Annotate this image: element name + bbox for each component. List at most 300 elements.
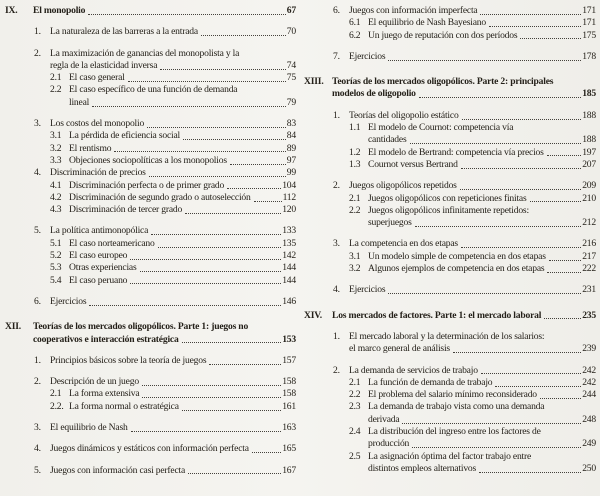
entry-number: 6.1	[349, 17, 361, 29]
page-number: 144	[282, 274, 296, 286]
entry-line	[349, 110, 596, 122]
dot-leader-icon	[160, 69, 286, 70]
dot-leader-icon	[544, 318, 581, 319]
dot-leader-icon	[412, 447, 581, 448]
page-number: 70	[286, 26, 296, 38]
toc-entry	[304, 451, 596, 476]
entry-body	[349, 284, 596, 296]
dot-leader-icon	[130, 283, 281, 284]
entry-line	[368, 263, 596, 275]
entry-body	[368, 159, 596, 171]
entry-body	[368, 389, 596, 401]
entry-line	[69, 155, 296, 167]
entry-number: 2.5	[349, 450, 361, 462]
entry-title: Ejercicios	[50, 295, 87, 307]
entry-body	[368, 17, 596, 29]
dot-leader-icon	[182, 410, 281, 411]
entry-body	[349, 51, 596, 63]
dot-leader-icon	[185, 213, 281, 214]
entry-body	[50, 422, 296, 434]
entry-number: 3.1	[50, 130, 62, 142]
dot-leader-icon	[547, 155, 582, 156]
entry-line	[50, 118, 296, 130]
dot-leader-icon	[158, 247, 282, 248]
toc-entry	[5, 250, 296, 262]
entry-number: 5.1	[50, 237, 62, 249]
toc-entry	[5, 48, 296, 73]
dot-leader-icon	[182, 342, 282, 343]
entry-line	[349, 5, 596, 17]
entry-number: 4.1	[50, 179, 62, 191]
entry-body	[69, 238, 296, 250]
toc-entry	[304, 147, 596, 159]
page-number: 135	[282, 237, 296, 249]
entry-body	[368, 193, 596, 205]
toc-entry	[5, 275, 296, 287]
entry-body	[69, 180, 296, 192]
entry-title: Cournot versus Bertrand	[368, 158, 458, 170]
entry-line	[332, 88, 596, 100]
toc-column-right	[304, 5, 596, 475]
entry-body	[50, 376, 296, 388]
entry-body	[69, 192, 296, 204]
entry-number: 2.1	[50, 72, 62, 84]
entry-title: El equilibrio de Nash	[50, 422, 128, 434]
page-number: 178	[582, 50, 596, 62]
entry-line	[368, 414, 596, 426]
page-number: 74	[286, 59, 296, 71]
entry-body	[349, 238, 596, 250]
entry-line	[50, 167, 296, 179]
dot-leader-icon	[453, 352, 581, 353]
dot-leader-icon	[130, 259, 281, 260]
toc-entry	[304, 401, 596, 426]
entry-title: Otras experiencias	[69, 262, 137, 274]
entry-line	[368, 438, 596, 450]
toc-entry	[5, 465, 296, 477]
entry-line	[349, 238, 596, 250]
entry-title: La forma extensiva	[69, 388, 140, 400]
entry-line	[368, 205, 596, 217]
entry-number: 3.2	[349, 263, 361, 275]
toc-entry	[304, 159, 596, 171]
entry-title: Teorías de los mercados oligopólicos. Parte 1: juegos no	[33, 321, 249, 333]
entry-body	[368, 147, 596, 159]
dot-leader-icon	[140, 271, 282, 272]
entry-body	[50, 465, 296, 477]
entry-body	[50, 118, 296, 130]
entry-title: La función de demanda de trabajo	[368, 376, 493, 388]
entry-body	[50, 296, 296, 308]
dot-leader-icon	[460, 189, 581, 190]
entry-line	[368, 463, 596, 475]
entry-number: 2.4	[349, 426, 361, 438]
entry-number: 2.1	[349, 192, 361, 204]
entry-title: El monopolio	[33, 5, 86, 16]
entry-title: El equilibrio de Nash Bayesiano	[368, 17, 486, 29]
entry-number: XII.	[5, 321, 21, 333]
entry-title: La distribución del ingreso entre los factores de	[368, 426, 541, 438]
entry-body	[69, 72, 296, 84]
dot-leader-icon	[131, 431, 282, 432]
toc-entry	[304, 263, 596, 275]
entry-number: 3.2	[50, 142, 62, 154]
dot-leader-icon	[201, 35, 286, 36]
dot-leader-icon	[89, 305, 281, 306]
entry-line	[69, 130, 296, 142]
toc-entry	[5, 84, 296, 109]
page-number: 153	[282, 333, 296, 345]
dot-leader-icon	[227, 188, 281, 189]
entry-line	[349, 343, 596, 355]
page-number: 217	[582, 250, 596, 262]
toc-entry	[5, 167, 296, 179]
entry-line	[368, 134, 596, 146]
page-number: 171	[582, 17, 596, 29]
entry-title: Discriminación de segundo grado o autoselección	[69, 191, 251, 203]
toc-entry	[304, 377, 596, 389]
toc-entry	[304, 426, 596, 451]
page-number: 112	[282, 191, 296, 203]
toc-entry	[304, 238, 596, 250]
entry-title: Juegos oligopólicos con repeticiones finitas	[368, 192, 527, 204]
toc-entry	[5, 262, 296, 274]
dot-leader-icon	[520, 38, 581, 39]
page-number: 142	[282, 250, 296, 262]
entry-line	[33, 5, 296, 17]
dot-leader-icon	[419, 97, 581, 98]
toc-entry	[304, 5, 596, 17]
entry-body	[368, 451, 596, 476]
toc-entry	[304, 284, 596, 296]
entry-line	[368, 251, 596, 263]
entry-body	[33, 321, 296, 346]
entry-title: cantidades	[368, 134, 407, 146]
entry-number: 3.3	[50, 154, 62, 166]
entry-body	[69, 155, 296, 167]
toc-entry	[5, 296, 296, 308]
entry-line	[69, 84, 296, 96]
page-number: 84	[286, 130, 296, 142]
dot-leader-icon	[549, 260, 581, 261]
page-number: 146	[282, 295, 296, 307]
toc-entry	[5, 321, 296, 346]
entry-title: Juegos con información casi perfecta	[50, 464, 186, 476]
entry-body	[69, 262, 296, 274]
entry-line	[368, 426, 596, 438]
entry-body	[69, 143, 296, 155]
entry-number: 4.2	[50, 191, 62, 203]
entry-number: 5.	[34, 225, 41, 237]
entry-number: 6.	[34, 295, 41, 307]
entry-number: 1.	[333, 330, 340, 342]
page-number: 89	[286, 142, 296, 154]
entry-body	[349, 365, 596, 377]
page-number: 99	[286, 167, 296, 179]
entry-line	[50, 225, 296, 237]
entry-number: 2.	[333, 364, 340, 376]
entry-number: 5.	[34, 464, 41, 476]
toc-entry	[5, 238, 296, 250]
toc-entry	[304, 193, 596, 205]
entry-line	[69, 388, 296, 400]
entry-number: 4.	[34, 443, 41, 455]
entry-number: XIV.	[304, 309, 322, 321]
toc-entry	[5, 192, 296, 204]
entry-body	[368, 205, 596, 230]
entry-title: El caso general	[69, 72, 125, 84]
entry-title: Teorías de los mercados oligopólicos. Parte 2: principales	[332, 76, 554, 88]
entry-line	[368, 30, 596, 42]
toc-entry	[5, 72, 296, 84]
toc-entry	[304, 180, 596, 192]
entry-line	[69, 238, 296, 250]
entry-number: 2.1	[349, 376, 361, 388]
toc-entry	[5, 388, 296, 400]
entry-number: 4.	[34, 167, 41, 179]
page-number: 161	[282, 400, 296, 412]
entry-number: 2.2	[349, 204, 361, 216]
entry-title: La forma normal o estratégica	[69, 400, 179, 412]
entry-number: 2.	[34, 376, 41, 388]
toc-entry	[5, 180, 296, 192]
page-number: 120	[282, 204, 296, 216]
entry-number: 1.1	[349, 122, 361, 134]
toc-entry	[5, 155, 296, 167]
dot-leader-icon	[388, 60, 581, 61]
entry-body	[332, 76, 596, 101]
entry-title: Principios básicos sobre la teoría de juegos	[50, 354, 207, 366]
dot-leader-icon	[479, 472, 581, 473]
page-number: 165	[282, 443, 296, 455]
entry-title: La pérdida de eficiencia social	[69, 130, 180, 142]
entry-body	[69, 250, 296, 262]
entry-title: superjuegos	[368, 217, 412, 229]
toc-entry	[5, 204, 296, 216]
entry-number: 1.	[34, 26, 41, 38]
entry-line	[50, 296, 296, 308]
page-number: 163	[282, 422, 296, 434]
entry-body	[50, 48, 296, 73]
toc-entry	[304, 76, 596, 101]
entry-line	[69, 204, 296, 216]
entry-title: Ejercicios	[349, 50, 386, 62]
entry-number: 4.	[333, 284, 340, 296]
entry-title: La maximización de ganancias del monopolista y la	[50, 47, 240, 59]
entry-line	[349, 180, 596, 192]
entry-body	[368, 426, 596, 451]
entry-line	[349, 284, 596, 296]
entry-number: 3.	[34, 118, 41, 130]
dot-leader-icon	[142, 385, 281, 386]
entry-line	[69, 262, 296, 274]
page-number: 175	[582, 29, 596, 41]
entry-number: IX.	[5, 5, 18, 16]
toc-entry	[5, 26, 296, 38]
entry-number: 2.3	[349, 401, 361, 413]
entry-line	[33, 334, 296, 346]
page-number: 216	[582, 238, 596, 250]
entry-title: Algunos ejemplos de competencia en dos etapas	[368, 263, 545, 275]
entry-number: 1.	[34, 354, 41, 366]
entry-line	[69, 401, 296, 413]
page-number: 210	[582, 192, 596, 204]
entry-title: Discriminación de tercer grado	[69, 204, 183, 216]
entry-body	[368, 122, 596, 147]
entry-body	[50, 355, 296, 367]
entry-line	[69, 97, 296, 109]
entry-line	[349, 331, 596, 343]
entry-number: 5.3	[50, 262, 62, 274]
entry-title: regla de la elasticidad inversa	[50, 59, 158, 71]
entry-body	[368, 251, 596, 263]
dot-leader-icon	[489, 26, 581, 27]
dot-leader-icon	[415, 226, 582, 227]
toc-entry	[304, 110, 596, 122]
entry-line	[50, 355, 296, 367]
entry-line	[349, 365, 596, 377]
toc-entry	[304, 365, 596, 377]
page-number: 158	[282, 376, 296, 388]
entry-number: 2.2.	[50, 400, 64, 412]
page-number: 212	[582, 217, 596, 229]
toc-entry	[5, 401, 296, 413]
page-number: 235	[582, 309, 596, 321]
entry-title: distintos empleos alternativos	[368, 462, 477, 474]
entry-number: 2.2	[50, 84, 62, 96]
toc-entry	[5, 118, 296, 130]
dot-leader-icon	[481, 373, 581, 374]
dot-leader-icon	[151, 234, 281, 235]
entry-body	[349, 5, 596, 17]
dot-leader-icon	[149, 176, 286, 177]
entry-body	[349, 180, 596, 192]
dot-leader-icon	[462, 119, 582, 120]
page-number: 133	[282, 225, 296, 237]
entry-title: Discriminación perfecta o de primer grado	[69, 179, 225, 191]
toc-entry	[304, 122, 596, 147]
entry-line	[50, 376, 296, 388]
entry-body	[368, 401, 596, 426]
dot-leader-icon	[480, 14, 581, 15]
entry-line	[368, 193, 596, 205]
entry-body	[69, 388, 296, 400]
entry-number: 1.2	[349, 146, 361, 158]
toc-entry	[304, 17, 596, 29]
entry-title: Juegos con información imperfecta	[349, 5, 478, 16]
entry-line	[332, 76, 596, 88]
dot-leader-icon	[183, 139, 286, 140]
entry-line	[50, 60, 296, 72]
entry-title: El caso europeo	[69, 250, 128, 262]
entry-title: La asignación óptima del factor trabajo entre	[368, 450, 532, 462]
dot-leader-icon	[114, 151, 285, 152]
entry-line	[368, 389, 596, 401]
page-number: 188	[582, 109, 596, 121]
toc-entry	[5, 422, 296, 434]
entry-body	[69, 130, 296, 142]
entry-line	[69, 143, 296, 155]
entry-title: El mercado laboral y la determinación de los salarios:	[349, 330, 545, 342]
entry-number: 5.2	[50, 250, 62, 262]
page-number: 197	[582, 146, 596, 158]
entry-title: El caso peruano	[69, 274, 128, 286]
dot-leader-icon	[461, 247, 581, 248]
entry-body	[332, 310, 596, 322]
entry-line	[368, 401, 596, 413]
toc-entry	[304, 30, 596, 42]
entry-body	[349, 110, 596, 122]
toc-entry	[5, 130, 296, 142]
page-number: 242	[582, 376, 596, 388]
entry-title: Un modelo simple de competencia en dos etapas	[368, 250, 546, 262]
dot-leader-icon	[142, 397, 281, 398]
entry-number: 3.	[333, 238, 340, 250]
entry-title: producción	[368, 438, 410, 450]
entry-title: Ejercicios	[349, 284, 386, 296]
page-number: 244	[582, 389, 596, 401]
toc-entry	[304, 51, 596, 63]
entry-line	[69, 72, 296, 84]
entry-title: El modelo de Cournot: competencia vía	[368, 122, 514, 134]
dot-leader-icon	[230, 164, 286, 165]
dot-leader-icon	[530, 201, 582, 202]
entry-line	[368, 17, 596, 29]
entry-body	[69, 401, 296, 413]
entry-title: Juegos oligopólicos infinitamente repetidos:	[368, 204, 529, 216]
entry-title: el marco general de análisis	[349, 343, 450, 355]
entry-body	[368, 30, 596, 42]
entry-line	[69, 192, 296, 204]
entry-title: Juegos oligopólicos repetidos	[349, 180, 457, 192]
page-number: 158	[282, 388, 296, 400]
page-number: 67	[286, 5, 296, 16]
entry-title: Descripción de un juego	[50, 376, 139, 388]
entry-number: 1.	[333, 109, 340, 121]
dot-leader-icon	[461, 168, 581, 169]
entry-title: lineal	[69, 96, 90, 108]
entry-number: 4.3	[50, 204, 62, 216]
toc-entry	[304, 331, 596, 356]
toc-entry	[5, 5, 296, 17]
entry-title: Los mercados de factores. Parte 1: el mercado laboral	[332, 309, 542, 321]
toc-entry	[5, 143, 296, 155]
page-number: 144	[282, 262, 296, 274]
entry-title: El caso específico de una función de demanda	[69, 84, 238, 96]
toc-entry	[5, 376, 296, 388]
entry-line	[50, 443, 296, 455]
entry-line	[368, 451, 596, 463]
page-number: 209	[582, 180, 596, 192]
entry-title: Discriminación de precios	[50, 167, 146, 179]
entry-title: El rentismo	[69, 142, 112, 154]
page-number: 171	[582, 5, 596, 16]
page-number: 239	[582, 343, 596, 355]
entry-line	[349, 51, 596, 63]
page-number: 188	[582, 134, 596, 146]
entry-number: 5.4	[50, 274, 62, 286]
entry-line	[332, 310, 596, 322]
entry-line	[368, 122, 596, 134]
dot-leader-icon	[128, 81, 286, 82]
entry-number: 2.	[333, 180, 340, 192]
entry-body	[69, 84, 296, 109]
entry-body	[50, 167, 296, 179]
entry-number: 6.2	[349, 29, 361, 41]
dot-leader-icon	[388, 293, 581, 294]
entry-body	[69, 204, 296, 216]
entry-line	[368, 147, 596, 159]
